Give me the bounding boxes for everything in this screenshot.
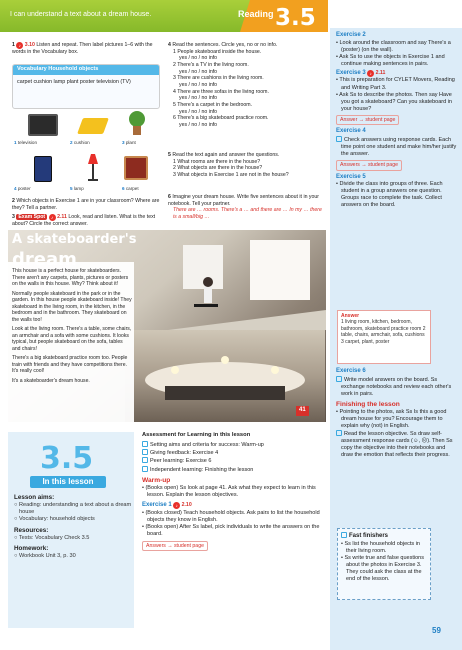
answers-link[interactable]: Answer → student page	[336, 115, 399, 126]
exercise-4	[168, 42, 326, 129]
checklist-icon	[336, 136, 342, 142]
fast-finishers-box	[337, 528, 431, 600]
sidebar-notes-lower	[336, 368, 458, 459]
article-paragraph: There's a big skateboard practice room too. People train with friends and they have competitions there. It's really cool!	[12, 355, 128, 375]
teacher-page-number: 59	[432, 626, 441, 635]
exercise-number: 1	[12, 42, 15, 48]
vocabulary-title: Vocabulary Household objects	[13, 65, 159, 75]
checklist-icon	[341, 532, 347, 538]
afl-title: Assessment for Learning in this lesson	[142, 432, 251, 438]
picture-label-2: 2 cushion	[70, 140, 90, 145]
ex4-sentence: 5 There's a carpet in the bedroom.	[173, 101, 253, 108]
article-text	[12, 268, 132, 384]
audio-icon[interactable]: ♪	[367, 70, 374, 77]
article-title-line-1: A skateboarder's	[12, 232, 137, 247]
resources-heading: Resources:	[14, 526, 49, 534]
vocabulary-words: carpet cushion lamp plant poster television (TV)	[17, 79, 131, 85]
exercise-2	[12, 198, 162, 211]
picture-label-4: 4 poster	[14, 186, 31, 191]
sidebar-note: • Look around the classroom and say There's a (poster) (on the wall).	[336, 39, 451, 53]
exercise-instruction: Listen and repeat. Then label pictures 1–6 with the words in the Vocabulary box.	[12, 42, 153, 55]
warmup-heading: Warm-up	[142, 476, 171, 484]
ex4-choice[interactable]: yes / no / no info	[179, 95, 218, 102]
exercise-6	[168, 194, 326, 221]
lamp-picture	[84, 154, 102, 182]
sidebar-note: Read the lesson objective. Ss draw self-assessment response cards (☺, ☹). Then Ss copy the objective into their notebooks and draw the emotion that reflects their progress.	[336, 430, 458, 459]
lesson-details	[14, 494, 132, 560]
sidebar-ex4-heading: Exercise 4	[336, 128, 366, 135]
lesson-aim: ○ Vocabulary: household objects	[14, 516, 95, 523]
skate-room-photo	[125, 330, 325, 422]
ex6-example: There are … rooms. There's a … and there are … In my … there is a small/big …	[173, 207, 322, 220]
sidebar-ex5-heading: Exercise 5	[336, 173, 366, 180]
lesson-number: 3.5	[275, 5, 316, 31]
sidebar-note: • Ask Ss to describe the photos. Then say Have you got a skateboard? Can you skateboard in your house?	[336, 91, 452, 112]
answers-link[interactable]: Answers → student page	[336, 160, 402, 171]
ex4-choice[interactable]: yes / no / no info	[179, 55, 218, 62]
finishing-heading: Finishing the lesson	[336, 400, 400, 408]
fast-finishers-heading: Fast finishers	[341, 532, 427, 541]
checklist-icon	[336, 430, 342, 436]
audio-icon[interactable]: ♪	[173, 502, 180, 509]
sidebar-note: • Pointing to the photos, ask Ss Is this a good dream house for you? Encourage them to explain why (not) in English.	[336, 409, 447, 430]
poster-picture	[34, 156, 52, 182]
in-this-lesson-badge: In this lesson	[30, 476, 106, 488]
track-number: 2.11	[375, 69, 386, 76]
ex4-sentence: 1 People skateboard inside the house.	[173, 48, 262, 55]
sidebar-note: • This is preparation for CYLET Movers, Reading and Writing Part 3.	[336, 77, 455, 91]
lesson-summary-number: 3.5	[40, 441, 94, 476]
exercise-number: 2	[12, 198, 15, 204]
article-title-line-2: dream	[12, 249, 77, 270]
ex4-sentence: 6 There's a big skateboard practice room.	[173, 115, 269, 122]
homework-item: ○ Workbook Unit 3, p. 30	[14, 552, 76, 559]
ex4-choice[interactable]: yes / no / no info	[179, 68, 218, 75]
article-paragraph: Normally people skateboard in the park or in the garden. In this house people skateboard inside! They skateboard in the living room, in the kitchen, in the bedroom and in the bathroom. They skateboard on the walls too!	[12, 290, 132, 323]
answers-link[interactable]: Answers → student page	[142, 541, 208, 552]
plant-picture	[128, 110, 146, 136]
audio-icon[interactable]: ♪	[16, 42, 23, 49]
vocabulary-box	[12, 64, 160, 109]
lesson-aim: ○ Reading: understanding a text about a dream house	[14, 502, 132, 516]
lesson-objective: I can understand a text about a dream house.	[10, 11, 152, 18]
ex4-sentence: 4 There are three sofas in the living room.	[173, 88, 269, 95]
checklist-icon	[142, 441, 148, 447]
warmup-text: • (Books open) Ss look at page 41. Ask what they expect to learn in this lesson. Explain the lesson objectives.	[142, 484, 316, 498]
exercise-instruction: Read the text again and answer the questions.	[172, 152, 280, 158]
ex5-question: 3 What objects in Exercise 1 are not in the house?	[173, 171, 289, 178]
exercise-number: 6	[168, 194, 171, 200]
checklist-icon	[336, 376, 342, 382]
sidebar-notes	[336, 32, 458, 210]
exercise-5	[168, 152, 326, 179]
ex5-question: 1 What rooms are there in the house?	[173, 158, 261, 165]
homework-heading: Homework:	[14, 544, 49, 552]
exercise-1-heading: Exercise 1	[142, 502, 172, 509]
student-page-number: 41	[296, 406, 309, 416]
exercise-instruction: Look, read and listen. What is the text about? Circle the correct answer.	[12, 214, 156, 227]
exercise-instruction: Which objects in Exercise 1 are in your classroom? Where are they? Tell a partner.	[12, 198, 160, 211]
picture-label-1: 1 television	[14, 140, 37, 145]
exam-spot-badge: Exam Spot	[18, 214, 46, 220]
television-picture	[28, 114, 58, 136]
track-number: 2.10	[181, 502, 192, 509]
ex4-choice[interactable]: yes / no / no info	[179, 121, 218, 128]
track-number: 2.11	[57, 214, 67, 220]
exercise-number: 5	[168, 152, 171, 158]
afl-item: Peer learning: Exercise 6	[142, 457, 328, 465]
picture-label-5: 5 lamp	[70, 186, 84, 191]
picture-label-6: 6 carpet	[122, 186, 139, 191]
article-paragraph: It's a skateboarder's dream house.	[12, 377, 90, 384]
sidebar-note: • Divide the class into groups of three. Each student in a group answers one question. Groups race to complete the task. Collect answers on the board.	[336, 181, 443, 209]
sidebar-note: • Ask Ss to use the objects in Exercise 1 and continue making sentences in pairs.	[336, 53, 445, 67]
checklist-icon	[142, 457, 148, 463]
sidebar-ex3-heading: Exercise 3	[336, 69, 366, 76]
ex4-choice[interactable]: yes / no / no info	[179, 81, 218, 88]
assessment-for-learning	[142, 432, 328, 551]
ex5-answer-box	[337, 310, 431, 364]
ex4-sentence: 3 There are cushions in the living room.	[173, 75, 264, 82]
exercise-1	[12, 42, 162, 56]
exercise-number: 3	[12, 214, 15, 220]
ex4-choice[interactable]: yes / no / no info	[179, 108, 218, 115]
exercise-3	[12, 214, 162, 228]
lesson-aims-heading: Lesson aims:	[14, 494, 55, 501]
afl-item: Setting aims and criteria for success: Warm-up	[142, 441, 328, 449]
sidebar-note: Check answers using response cards. Each time point one student and make him/her justify the answer.	[336, 136, 458, 158]
picture-label-3: 3 plant	[122, 140, 136, 145]
sidebar-note: • Ss list the household objects in their living room.	[341, 540, 420, 554]
exercise-1-note: • (Books open) After Ss label, pick individuals to write the answers on the board.	[142, 523, 320, 537]
carpet-picture	[124, 156, 148, 180]
skill-label: Reading	[238, 9, 274, 19]
resource-item: ○ Tests: Vocabulary Check 3.5	[14, 534, 90, 541]
sidebar-ex2-heading: Exercise 2	[336, 32, 366, 38]
exercise-instruction: Read the sentences. Circle yes, no or no info.	[172, 42, 278, 48]
answer-heading: Answer	[341, 313, 360, 319]
exercise-instruction: Imagine your dream house. Write five sentences about it in your notebook. Tell your partner.	[168, 194, 320, 207]
afl-item: Giving feedback: Exercise 4	[142, 449, 328, 457]
checklist-icon	[142, 449, 148, 455]
answer-text: 1 living room, kitchen, bedroom, bathroom, skateboard practice room 2 table, chairs, armchair, sofa, cushions 3 carpet, plant, poster	[341, 319, 426, 345]
ex4-sentence: 2 There's a TV in the living room.	[173, 61, 249, 68]
exercise-1-notes	[142, 502, 328, 510]
ex5-question: 2 What objects are there in the house?	[173, 165, 263, 172]
article-paragraph: This house is a perfect house for skateboarders. There aren't any carpets, plants, pictures or posters on the walls in this house. Why? Think about it!	[12, 268, 129, 288]
exercise-number: 4	[168, 42, 171, 48]
sidebar-ex6-heading: Exercise 6	[336, 368, 366, 374]
track-number: 3.10	[24, 42, 35, 48]
sidebar-note: Write model answers on the board. Ss exchange notebooks and review each other's work in pairs.	[336, 376, 458, 398]
afl-item: Independent learning: Finishing the lesson	[142, 466, 328, 474]
sidebar-note: • Ss write true and false questions about the photos in Exercise 3. They could ask the class at the end of the lesson.	[341, 554, 424, 582]
exercise-1-note: • (Books closed) Teach household objects. Ask pairs to list the household objects they know in English.	[142, 509, 320, 523]
audio-icon[interactable]: ♪	[49, 214, 56, 221]
exercise-4-items	[168, 49, 326, 129]
article-paragraph: Look at the living room. There's a table, some chairs, an armchair and a sofa with some cushions. It looks typical, but people skateboard on the sofa, tables and chairs!	[12, 326, 132, 352]
checklist-icon	[142, 466, 148, 472]
